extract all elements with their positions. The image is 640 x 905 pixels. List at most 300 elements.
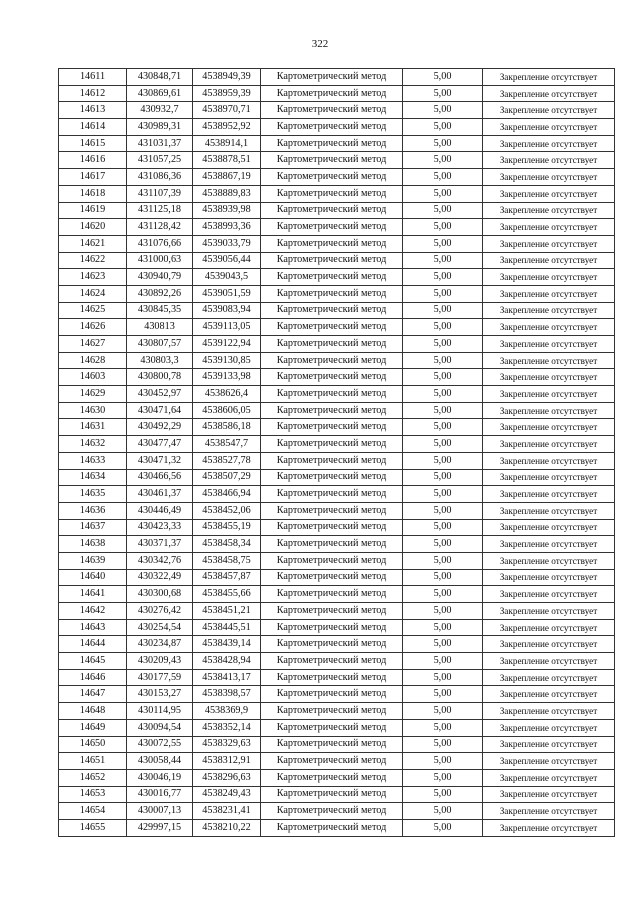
y-coordinate-cell: 4538626,4 [193,386,261,403]
table-row [59,135,615,152]
x-coordinate-cell: 431031,37 [127,135,193,152]
y-coordinate-cell: 4538249,43 [193,786,261,803]
fixing-status-cell: Закрепление отсутствует [483,269,615,286]
fixing-status-cell: Закрепление отсутствует [483,135,615,152]
x-coordinate-cell: 430807,57 [127,336,193,353]
accuracy-cell: 5,00 [403,536,483,553]
fixing-status-cell: Закрепление отсутствует [483,452,615,469]
y-coordinate-cell: 4538507,29 [193,469,261,486]
table-row [59,469,615,486]
table-row [59,185,615,202]
method-cell: Картометрический метод [261,686,403,703]
y-coordinate-cell: 4538993,36 [193,219,261,236]
x-coordinate-cell: 430466,56 [127,469,193,486]
accuracy-cell: 5,00 [403,369,483,386]
method-cell: Картометрический метод [261,252,403,269]
y-coordinate-cell: 4538210,22 [193,819,261,836]
method-cell: Картометрический метод [261,436,403,453]
table-row [59,502,615,519]
method-cell: Картометрический метод [261,769,403,786]
point-number-cell: 14634 [59,469,127,486]
method-cell: Картометрический метод [261,119,403,136]
table-row [59,536,615,553]
point-number-cell: 14623 [59,269,127,286]
table-row [59,636,615,653]
table-row [59,386,615,403]
accuracy-cell: 5,00 [403,185,483,202]
table-row [59,769,615,786]
method-cell: Картометрический метод [261,502,403,519]
fixing-status-cell: Закрепление отсутствует [483,636,615,653]
x-coordinate-cell: 430446,49 [127,502,193,519]
x-coordinate-cell: 430342,76 [127,552,193,569]
point-number-cell: 14614 [59,119,127,136]
method-cell: Картометрический метод [261,85,403,102]
point-number-cell: 14639 [59,552,127,569]
y-coordinate-cell: 4538586,18 [193,419,261,436]
y-coordinate-cell: 4538606,05 [193,402,261,419]
x-coordinate-cell: 431057,25 [127,152,193,169]
fixing-status-cell: Закрепление отсутствует [483,152,615,169]
x-coordinate-cell: 430423,33 [127,519,193,536]
coordinates-table [58,68,615,837]
y-coordinate-cell: 4538547,7 [193,436,261,453]
x-coordinate-cell: 430471,32 [127,452,193,469]
table-row [59,552,615,569]
accuracy-cell: 5,00 [403,769,483,786]
point-number-cell: 14616 [59,152,127,169]
table-row [59,235,615,252]
point-number-cell: 14648 [59,703,127,720]
fixing-status-cell: Закрепление отсутствует [483,519,615,536]
y-coordinate-cell: 4539083,94 [193,302,261,319]
fixing-status-cell: Закрепление отсутствует [483,619,615,636]
accuracy-cell: 5,00 [403,152,483,169]
y-coordinate-cell: 4538939,98 [193,202,261,219]
accuracy-cell: 5,00 [403,119,483,136]
method-cell: Картометрический метод [261,152,403,169]
y-coordinate-cell: 4538455,19 [193,519,261,536]
accuracy-cell: 5,00 [403,285,483,302]
method-cell: Картометрический метод [261,352,403,369]
point-number-cell: 14651 [59,753,127,770]
point-number-cell: 14626 [59,319,127,336]
y-coordinate-cell: 4538352,14 [193,719,261,736]
point-number-cell: 14643 [59,619,127,636]
y-coordinate-cell: 4538428,94 [193,653,261,670]
y-coordinate-cell: 4538970,71 [193,102,261,119]
point-number-cell: 14615 [59,135,127,152]
point-number-cell: 14613 [59,102,127,119]
method-cell: Картометрический метод [261,185,403,202]
y-coordinate-cell: 4538527,78 [193,452,261,469]
method-cell: Картометрический метод [261,803,403,820]
accuracy-cell: 5,00 [403,719,483,736]
method-cell: Картометрический метод [261,369,403,386]
x-coordinate-cell: 430848,71 [127,69,193,86]
fixing-status-cell: Закрепление отсутствует [483,669,615,686]
y-coordinate-cell: 4538952,92 [193,119,261,136]
table-row [59,569,615,586]
method-cell: Картометрический метод [261,402,403,419]
y-coordinate-cell: 4538458,75 [193,552,261,569]
fixing-status-cell: Закрепление отсутствует [483,185,615,202]
method-cell: Картометрический метод [261,219,403,236]
point-number-cell: 14603 [59,369,127,386]
point-number-cell: 14644 [59,636,127,653]
method-cell: Картометрический метод [261,336,403,353]
point-number-cell: 14646 [59,669,127,686]
accuracy-cell: 5,00 [403,319,483,336]
point-number-cell: 14649 [59,719,127,736]
accuracy-cell: 5,00 [403,653,483,670]
fixing-status-cell: Закрепление отсутствует [483,352,615,369]
fixing-status-cell: Закрепление отсутствует [483,502,615,519]
method-cell: Картометрический метод [261,285,403,302]
fixing-status-cell: Закрепление отсутствует [483,653,615,670]
y-coordinate-cell: 4538312,91 [193,753,261,770]
table-row [59,285,615,302]
fixing-status-cell: Закрепление отсутствует [483,769,615,786]
method-cell: Картометрический метод [261,169,403,186]
x-coordinate-cell: 430452,97 [127,386,193,403]
accuracy-cell: 5,00 [403,736,483,753]
point-number-cell: 14630 [59,402,127,419]
accuracy-cell: 5,00 [403,753,483,770]
table-row [59,69,615,86]
method-cell: Картометрический метод [261,653,403,670]
fixing-status-cell: Закрепление отсутствует [483,786,615,803]
point-number-cell: 14653 [59,786,127,803]
y-coordinate-cell: 4538867,19 [193,169,261,186]
table-row [59,252,615,269]
fixing-status-cell: Закрепление отсутствует [483,419,615,436]
accuracy-cell: 5,00 [403,102,483,119]
y-coordinate-cell: 4538231,41 [193,803,261,820]
accuracy-cell: 5,00 [403,452,483,469]
x-coordinate-cell: 431107,39 [127,185,193,202]
point-number-cell: 14637 [59,519,127,536]
fixing-status-cell: Закрепление отсутствует [483,469,615,486]
y-coordinate-cell: 4539122,94 [193,336,261,353]
accuracy-cell: 5,00 [403,603,483,620]
fixing-status-cell: Закрепление отсутствует [483,536,615,553]
method-cell: Картометрический метод [261,819,403,836]
accuracy-cell: 5,00 [403,819,483,836]
method-cell: Картометрический метод [261,736,403,753]
fixing-status-cell: Закрепление отсутствует [483,235,615,252]
x-coordinate-cell: 430072,55 [127,736,193,753]
table-row [59,319,615,336]
accuracy-cell: 5,00 [403,336,483,353]
y-coordinate-cell: 4538398,57 [193,686,261,703]
table-row [59,219,615,236]
y-coordinate-cell: 4539130,85 [193,352,261,369]
fixing-status-cell: Закрепление отсутствует [483,819,615,836]
y-coordinate-cell: 4539056,44 [193,252,261,269]
accuracy-cell: 5,00 [403,469,483,486]
method-cell: Картометрический метод [261,586,403,603]
point-number-cell: 14631 [59,419,127,436]
x-coordinate-cell: 429997,15 [127,819,193,836]
method-cell: Картометрический метод [261,469,403,486]
x-coordinate-cell: 430007,13 [127,803,193,820]
fixing-status-cell: Закрепление отсутствует [483,252,615,269]
point-number-cell: 14625 [59,302,127,319]
x-coordinate-cell: 430813 [127,319,193,336]
point-number-cell: 14654 [59,803,127,820]
fixing-status-cell: Закрепление отсутствует [483,753,615,770]
table-row [59,519,615,536]
y-coordinate-cell: 4538329,63 [193,736,261,753]
fixing-status-cell: Закрепление отсутствует [483,219,615,236]
x-coordinate-cell: 430492,29 [127,419,193,436]
table-row [59,703,615,720]
y-coordinate-cell: 4539043,5 [193,269,261,286]
table-row [59,336,615,353]
method-cell: Картометрический метод [261,302,403,319]
point-number-cell: 14624 [59,285,127,302]
fixing-status-cell: Закрепление отсутствует [483,202,615,219]
x-coordinate-cell: 430114,95 [127,703,193,720]
y-coordinate-cell: 4538296,63 [193,769,261,786]
point-number-cell: 14642 [59,603,127,620]
point-number-cell: 14612 [59,85,127,102]
y-coordinate-cell: 4538878,51 [193,152,261,169]
point-number-cell: 14647 [59,686,127,703]
accuracy-cell: 5,00 [403,519,483,536]
table-row [59,452,615,469]
table-row [59,619,615,636]
accuracy-cell: 5,00 [403,786,483,803]
table-row [59,269,615,286]
accuracy-cell: 5,00 [403,269,483,286]
table-row [59,786,615,803]
fixing-status-cell: Закрепление отсутствует [483,719,615,736]
point-number-cell: 14652 [59,769,127,786]
accuracy-cell: 5,00 [403,235,483,252]
method-cell: Картометрический метод [261,319,403,336]
table-row [59,202,615,219]
fixing-status-cell: Закрепление отсутствует [483,119,615,136]
x-coordinate-cell: 430016,77 [127,786,193,803]
x-coordinate-cell: 431086,36 [127,169,193,186]
accuracy-cell: 5,00 [403,135,483,152]
accuracy-cell: 5,00 [403,352,483,369]
method-cell: Картометрический метод [261,102,403,119]
coordinates-table-body [59,69,615,837]
y-coordinate-cell: 4538914,1 [193,135,261,152]
fixing-status-cell: Закрепление отсутствует [483,285,615,302]
method-cell: Картометрический метод [261,569,403,586]
point-number-cell: 14618 [59,185,127,202]
point-number-cell: 14617 [59,169,127,186]
x-coordinate-cell: 430869,61 [127,85,193,102]
method-cell: Картометрический метод [261,719,403,736]
method-cell: Картометрический метод [261,486,403,503]
table-row [59,653,615,670]
method-cell: Картометрический метод [261,786,403,803]
x-coordinate-cell: 430153,27 [127,686,193,703]
table-row [59,736,615,753]
accuracy-cell: 5,00 [403,636,483,653]
accuracy-cell: 5,00 [403,669,483,686]
method-cell: Картометрический метод [261,135,403,152]
fixing-status-cell: Закрепление отсутствует [483,686,615,703]
fixing-status-cell: Закрепление отсутствует [483,169,615,186]
x-coordinate-cell: 431000,63 [127,252,193,269]
point-number-cell: 14628 [59,352,127,369]
accuracy-cell: 5,00 [403,569,483,586]
fixing-status-cell: Закрепление отсутствует [483,586,615,603]
accuracy-cell: 5,00 [403,402,483,419]
y-coordinate-cell: 4539133,98 [193,369,261,386]
y-coordinate-cell: 4539051,59 [193,285,261,302]
accuracy-cell: 5,00 [403,552,483,569]
fixing-status-cell: Закрепление отсутствует [483,736,615,753]
point-number-cell: 14611 [59,69,127,86]
x-coordinate-cell: 431125,18 [127,202,193,219]
x-coordinate-cell: 430177,59 [127,669,193,686]
point-number-cell: 14633 [59,452,127,469]
x-coordinate-cell: 430932,7 [127,102,193,119]
method-cell: Картометрический метод [261,235,403,252]
table-row [59,669,615,686]
method-cell: Картометрический метод [261,552,403,569]
method-cell: Картометрический метод [261,419,403,436]
method-cell: Картометрический метод [261,519,403,536]
method-cell: Картометрический метод [261,619,403,636]
x-coordinate-cell: 430477,47 [127,436,193,453]
table-row [59,486,615,503]
x-coordinate-cell: 430989,31 [127,119,193,136]
method-cell: Картометрический метод [261,603,403,620]
accuracy-cell: 5,00 [403,586,483,603]
x-coordinate-cell: 430803,3 [127,352,193,369]
point-number-cell: 14622 [59,252,127,269]
accuracy-cell: 5,00 [403,619,483,636]
x-coordinate-cell: 430371,37 [127,536,193,553]
x-coordinate-cell: 430276,42 [127,603,193,620]
table-row [59,419,615,436]
y-coordinate-cell: 4538457,87 [193,569,261,586]
accuracy-cell: 5,00 [403,202,483,219]
y-coordinate-cell: 4538439,14 [193,636,261,653]
y-coordinate-cell: 4539033,79 [193,235,261,252]
fixing-status-cell: Закрепление отсутствует [483,436,615,453]
point-number-cell: 14632 [59,436,127,453]
y-coordinate-cell: 4538466,94 [193,486,261,503]
point-number-cell: 14629 [59,386,127,403]
x-coordinate-cell: 430845,35 [127,302,193,319]
y-coordinate-cell: 4538413,17 [193,669,261,686]
method-cell: Картометрический метод [261,69,403,86]
method-cell: Картометрический метод [261,269,403,286]
point-number-cell: 14650 [59,736,127,753]
point-number-cell: 14620 [59,219,127,236]
x-coordinate-cell: 430892,26 [127,285,193,302]
y-coordinate-cell: 4538452,06 [193,502,261,519]
table-row [59,402,615,419]
fixing-status-cell: Закрепление отсутствует [483,603,615,620]
method-cell: Картометрический метод [261,202,403,219]
accuracy-cell: 5,00 [403,85,483,102]
table-row [59,586,615,603]
accuracy-cell: 5,00 [403,419,483,436]
fixing-status-cell: Закрепление отсутствует [483,703,615,720]
point-number-cell: 14621 [59,235,127,252]
point-number-cell: 14641 [59,586,127,603]
x-coordinate-cell: 430234,87 [127,636,193,653]
point-number-cell: 14636 [59,502,127,519]
table-row [59,102,615,119]
point-number-cell: 14655 [59,819,127,836]
fixing-status-cell: Закрепление отсутствует [483,569,615,586]
point-number-cell: 14619 [59,202,127,219]
accuracy-cell: 5,00 [403,686,483,703]
accuracy-cell: 5,00 [403,502,483,519]
point-number-cell: 14627 [59,336,127,353]
y-coordinate-cell: 4539113,05 [193,319,261,336]
table-row [59,603,615,620]
x-coordinate-cell: 430254,54 [127,619,193,636]
x-coordinate-cell: 430461,37 [127,486,193,503]
table-row [59,119,615,136]
accuracy-cell: 5,00 [403,703,483,720]
table-row [59,436,615,453]
y-coordinate-cell: 4538369,9 [193,703,261,720]
page-number: 322 [311,38,329,50]
table-row [59,85,615,102]
point-number-cell: 14640 [59,569,127,586]
accuracy-cell: 5,00 [403,803,483,820]
accuracy-cell: 5,00 [403,219,483,236]
table-row [59,803,615,820]
method-cell: Картометрический метод [261,669,403,686]
y-coordinate-cell: 4538455,66 [193,586,261,603]
accuracy-cell: 5,00 [403,69,483,86]
fixing-status-cell: Закрепление отсутствует [483,386,615,403]
table-row [59,302,615,319]
x-coordinate-cell: 431076,66 [127,235,193,252]
fixing-status-cell: Закрепление отсутствует [483,319,615,336]
method-cell: Картометрический метод [261,753,403,770]
x-coordinate-cell: 430058,44 [127,753,193,770]
table-row [59,369,615,386]
method-cell: Картометрический метод [261,452,403,469]
point-number-cell: 14645 [59,653,127,670]
table-row [59,719,615,736]
fixing-status-cell: Закрепление отсутствует [483,336,615,353]
method-cell: Картометрический метод [261,703,403,720]
table-row [59,753,615,770]
x-coordinate-cell: 430800,78 [127,369,193,386]
fixing-status-cell: Закрепление отсутствует [483,803,615,820]
x-coordinate-cell: 430471,64 [127,402,193,419]
accuracy-cell: 5,00 [403,169,483,186]
table-row [59,819,615,836]
method-cell: Картометрический метод [261,636,403,653]
method-cell: Картометрический метод [261,536,403,553]
fixing-status-cell: Закрепление отсутствует [483,486,615,503]
method-cell: Картометрический метод [261,386,403,403]
x-coordinate-cell: 430094,54 [127,719,193,736]
fixing-status-cell: Закрепление отсутствует [483,552,615,569]
table-row [59,169,615,186]
y-coordinate-cell: 4538458,34 [193,536,261,553]
y-coordinate-cell: 4538889,83 [193,185,261,202]
fixing-status-cell: Закрепление отсутствует [483,102,615,119]
